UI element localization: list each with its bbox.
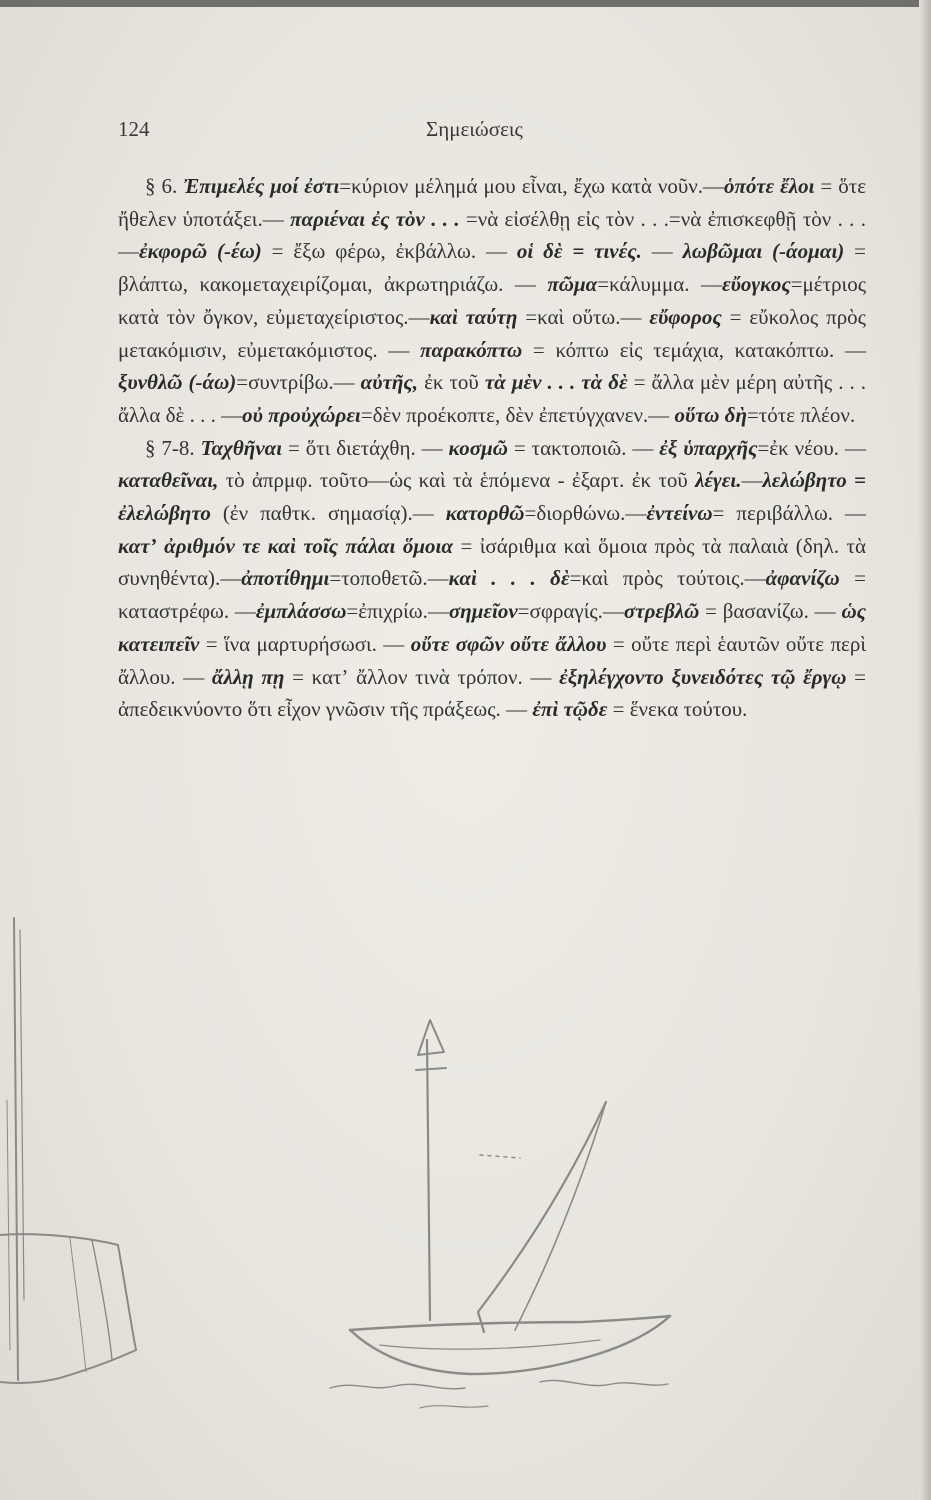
lemma-term: οὐ προὐχώρει — [242, 402, 361, 427]
hull-shade — [380, 1340, 600, 1349]
mast — [427, 1040, 430, 1320]
lemma-term: ἀποτίθημι — [241, 566, 330, 591]
lemma-term: ἐκφορῶ (-έω) — [139, 239, 262, 264]
main-sail-edge — [515, 1102, 606, 1330]
gloss-text: = εὔκολος πρὸς μετακόμισιν, εὐμετακόμιστος. — — [118, 304, 866, 362]
lemma-term: καταθεῖναι, — [118, 468, 219, 493]
running-title: Σημειώσεις — [426, 117, 523, 141]
hull-top — [350, 1316, 670, 1330]
gloss-text: =κύριον μέλημά μου εἶναι, ἔχω κατὰ νοῦν.— — [339, 174, 725, 198]
gloss-text: =καὶ πρὸς τούτοις.— — [569, 566, 766, 591]
distant-sail-outline — [0, 1234, 136, 1383]
gloss-text: = βλάπτω, κακομεταχειρίζομαι, ἀκρωτηριάζω. — — [118, 239, 867, 297]
gloss-text: =νὰ εἰσέλθῃ εἰς τὸν . . .=νὰ ἐπισκεφθῇ τὸν . . . — — [118, 206, 866, 264]
hull-bottom — [350, 1316, 670, 1374]
gloss-text: =κάλυμμα. — — [597, 272, 722, 297]
gloss-text: =ἐπιχρίω.— — [346, 599, 449, 624]
gloss-text: § 6. — [145, 174, 184, 198]
distant-sail-fold-2 — [70, 1238, 86, 1372]
lemma-term: καὶ ταύτῃ — [429, 304, 518, 329]
gloss-text: =τότε πλέον. — [746, 402, 856, 427]
gloss-text: (ἐν παθτκ. σημασίᾳ).— — [210, 501, 446, 526]
lemma-term: ἐμπλάσσω — [255, 599, 347, 624]
page-number: 124 — [118, 117, 150, 141]
left-pole-stroke — [14, 918, 18, 1380]
gloss-text: = ἔξω φέρω, ἐκβάλλω. — — [261, 239, 517, 264]
lemma-term: παριέναι ἐς τὸν . . . — [290, 206, 460, 231]
gloss-text: = ὅτε ἤθελεν ὑποτάξει.— — [118, 174, 867, 231]
lemma-term: ἐξηλέγχοντο ξυνειδότες τῷ ἔργῳ — [559, 664, 847, 689]
lemma-term: κατορθῶ — [445, 501, 525, 526]
gloss-text: — — [641, 239, 683, 264]
left-pole-stroke-2 — [20, 930, 24, 1300]
gloss-text: = οὔτε περὶ ἑαυτῶν οὔτε περὶ ἄλλου. — — [118, 631, 866, 689]
lemma-term: οὔτε σφῶν οὔτε ἄλλου — [410, 631, 607, 656]
gloss-text: = ἕνεκα τούτου. — [607, 697, 748, 722]
gloss-text: ἐκ τοῦ — [418, 370, 485, 395]
distant-sail-fold — [92, 1240, 112, 1360]
lemma-term: καὶ . . . δὲ — [448, 566, 570, 591]
lemma-term: οἱ δὲ = τινές. — [516, 239, 642, 264]
wave-3 — [420, 1406, 488, 1408]
main-sail — [478, 1102, 606, 1332]
lemma-term: ξυνθλῶ (-άω) — [118, 370, 237, 395]
lemma-term: Ταχθῆναι — [200, 435, 283, 460]
lemma-term: ὡς κατειπεῖν — [118, 599, 866, 656]
gloss-text: τὸ ἀπρμφ. τοῦτο—ὡς καὶ τὰ ἑπόμενα - ἐξαρτ. ἐκ τοῦ — [218, 468, 696, 493]
gloss-text: = ἵνα μαρτυρήσωσι. — — [199, 631, 411, 656]
lemma-term: στρεβλῶ — [623, 599, 700, 624]
mast-flag — [418, 1020, 444, 1055]
gloss-text: =τοποθετῶ.— — [329, 566, 449, 591]
gloss-text: = ἰσάριθμα καὶ ὅμοια πρὸς τὰ παλαιὰ (δηλ. τὰ συνηθέντα).— — [118, 533, 866, 591]
gloss-text: = περιβάλλω. — — [712, 501, 866, 526]
gloss-text: = τακτοποιῶ. — — [507, 435, 660, 460]
left-pole-stroke-3 — [7, 1100, 10, 1350]
mast-flag-bar — [416, 1068, 446, 1070]
lemma-term: τὰ μὲν . . . τὰ δὲ — [484, 370, 628, 395]
lemma-term: ἐπὶ τῷδε — [532, 697, 608, 722]
lemma-term: αὐτῆς, — [360, 370, 419, 395]
gloss-text: =μέτριος κατὰ τὸν ὄγκον, εὐμεταχείριστος.— — [118, 272, 867, 329]
gloss-text: = ἄλλα μὲν μέρη αὐτῆς . . . ἄλλα δὲ . . . — — [118, 370, 866, 427]
lemma-term: πῶμα — [547, 272, 598, 297]
lemma-term: ἐξ ὑπαρχῆς — [659, 435, 758, 460]
lemma-term: κοσμῶ — [448, 435, 508, 460]
lemma-term: λωβῶμαι (-άομαι) — [682, 239, 845, 264]
gloss-text: =ἐκ νέου. — — [757, 435, 866, 460]
lemma-term: εὔφορος — [649, 304, 722, 329]
gloss-text: = κατʼ ἄλλον τινὰ τρόπον. — — [284, 664, 560, 689]
wave-1 — [330, 1384, 465, 1389]
gloss-text: — — [741, 468, 763, 493]
lemma-term: εὔογκος — [721, 272, 791, 297]
gloss-text: =δὲν προέκοπτε, δὲν ἐπετύγχανεν.— — [360, 402, 675, 427]
gloss-text: § 7-8. — [145, 435, 201, 460]
gloss-text: = ὅτι διετάχθη. — — [282, 435, 449, 460]
lemma-term: λέγει. — [695, 468, 742, 493]
lemma-term: ἐντείνω — [646, 501, 713, 526]
gloss-text: = καταστρέφω. — — [118, 566, 866, 624]
gloss-text: = βασανίζω. — — [699, 599, 842, 624]
gloss-text: =καὶ οὕτω.— — [517, 304, 650, 329]
wave-2 — [540, 1380, 668, 1385]
gloss-text: =συντρίβω.— — [236, 370, 361, 395]
lemma-term: Ἐπιμελές μοί ἐστι — [183, 174, 340, 198]
gloss-text: =διορθώνω.— — [524, 501, 647, 526]
lemma-term: ὁπότε ἔλοι — [724, 174, 815, 198]
lemma-term: οὕτω δὴ — [674, 402, 747, 427]
gloss-text: =σφραγίς.— — [517, 599, 624, 624]
lemma-term: ἄλλῃ πῃ — [211, 664, 285, 689]
gloss-text: = κόπτω εἰς τεμάχια, κατακόπτω. — — [522, 337, 866, 362]
lemma-term: ἀφανίζω — [765, 566, 840, 591]
gloss-text: = ἀπεδεικνύοντο ὅτι εἶχον γνῶσιν τῆς πράξεως. — — [118, 664, 867, 722]
lemma-term: παρακόπτω — [420, 337, 523, 362]
lemma-term: λελώβητο = ἐλελώβητο — [118, 468, 867, 526]
lemma-term: σημεῖον — [448, 599, 518, 624]
yard-line — [480, 1155, 520, 1158]
lemma-term: κατʼ ἀριθμόν τε καὶ τοῖς πάλαι ὅμοια — [118, 533, 453, 558]
